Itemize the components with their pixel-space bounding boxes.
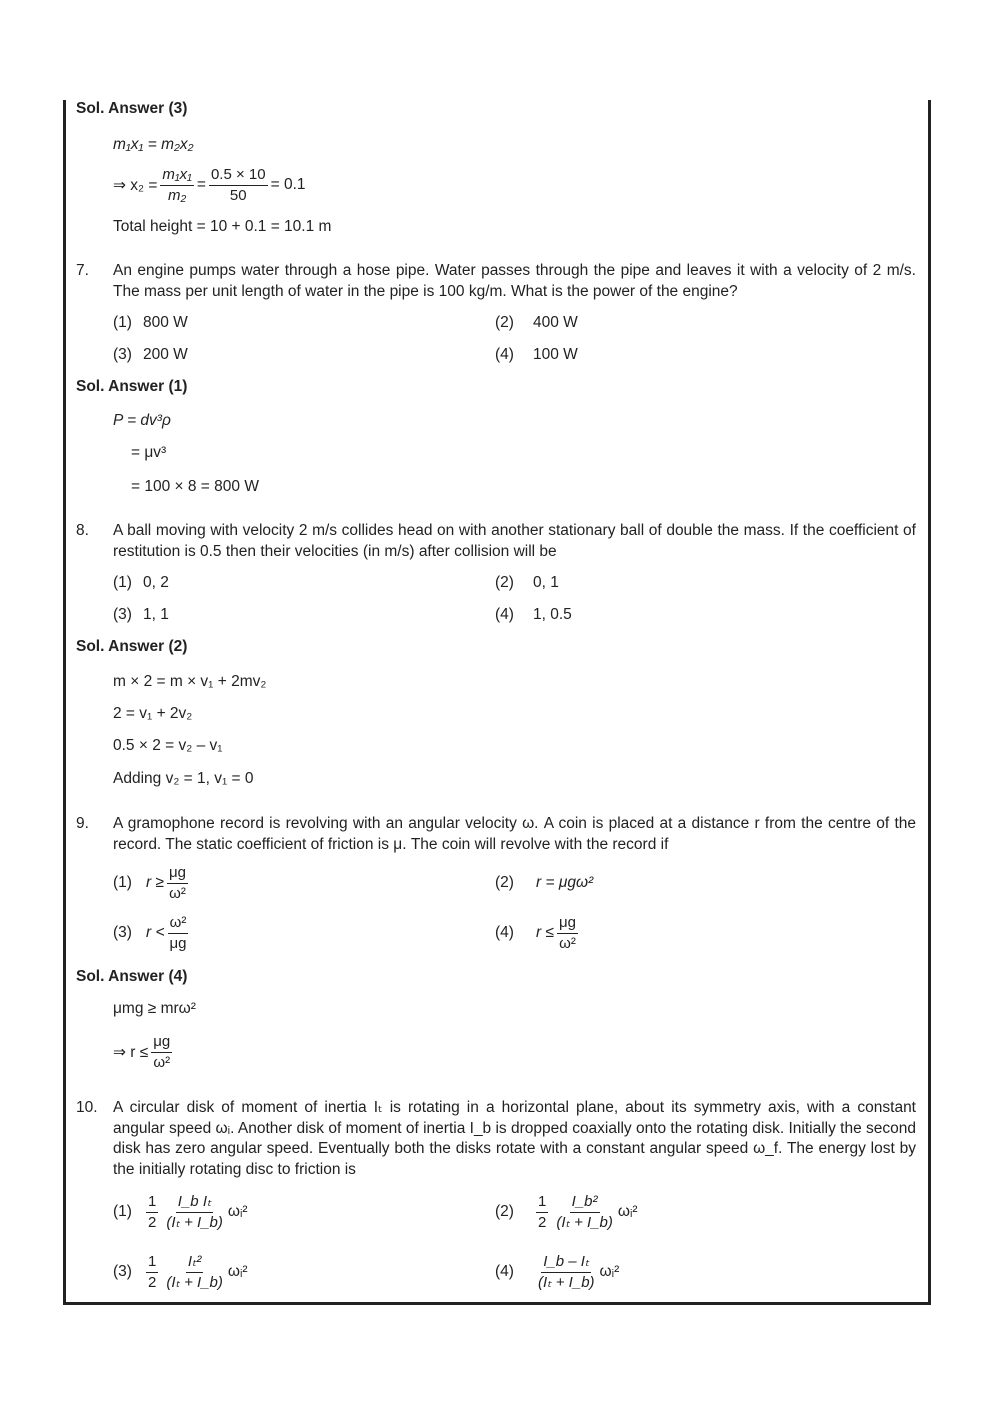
question-text: An engine pumps water through a hose pipe. Water passes through the pipe and leaves it with a velocity of 2 m/s. The mass per unit length of water in the pipe is 100 kg/m. What is the power of the engine?: [113, 262, 916, 300]
question-text: A circular disk of moment of inertia Iₜ is rotating in a horizontal plane, about its symmetry axis, with a constant angular speed ωᵢ. Another disk of moment of inertia I_b is dropped coaxially onto the rotating disk. Initially the second disk has zero angular speed. Eventually both the disks rotate with a constant angular speed ω_f. The energy lost by the initially rotating disc to friction is: [113, 1099, 916, 1178]
option-value: [146, 912, 192, 954]
fraction: [160, 165, 193, 206]
numerator: m₁x₁: [160, 165, 193, 186]
option-value: [143, 1251, 248, 1293]
solution-heading: Sol. Answer (1): [76, 378, 188, 395]
option-label: (4): [495, 924, 514, 941]
equation: P = dv³ρ: [113, 412, 171, 429]
solution-heading: Sol. Answer (4): [76, 968, 188, 985]
factor: ωᵢ²: [599, 1263, 620, 1280]
solution-heading: Sol. Answer (3): [76, 100, 188, 117]
numerator: I_b Iₜ: [176, 1192, 214, 1213]
option-value: 0, 2: [143, 574, 169, 591]
denominator: (Iₜ + I_b): [556, 1213, 613, 1231]
option-label: (3): [113, 924, 132, 941]
option-label: (3): [113, 1263, 132, 1280]
fraction: [554, 1192, 615, 1233]
equals: =: [196, 176, 206, 193]
option-label: (1): [113, 314, 132, 331]
fraction: [164, 1192, 225, 1233]
option-value: 400 W: [533, 314, 578, 331]
frame-right-border: [928, 100, 931, 1305]
option-label: (4): [495, 1263, 514, 1280]
denominator: m₂: [168, 186, 187, 204]
fraction: [151, 1032, 172, 1073]
numerator: ω²: [168, 913, 189, 934]
option-label: (2): [495, 874, 514, 891]
denominator: (Iₜ + I_b): [166, 1213, 223, 1231]
option-value: [536, 912, 581, 954]
option-value: [146, 862, 191, 904]
fraction: [164, 1252, 225, 1293]
denominator: ω²: [153, 1053, 171, 1071]
option-value: 1, 1: [143, 606, 169, 623]
factor: ωᵢ²: [227, 1263, 248, 1280]
denominator: ω²: [169, 884, 186, 902]
lhs: r ≤: [536, 924, 554, 941]
equation: Total height = 10 + 0.1 = 10.1 m: [113, 218, 332, 235]
numerator: 1: [536, 1192, 548, 1213]
equation-fraction-line: [113, 1031, 175, 1073]
factor: ωᵢ²: [617, 1203, 638, 1220]
denominator: (Iₜ + I_b): [166, 1273, 223, 1291]
fraction: [209, 165, 268, 206]
fraction-half: [146, 1192, 158, 1233]
question-text: A gramophone record is revolving with an angular velocity ω. A coin is placed at a distance r from the centre of the record. The static coefficient of friction is μ. The coin will revolve with the record if: [113, 815, 916, 853]
denominator: ω²: [559, 934, 576, 952]
lhs: ⇒ r ≤: [113, 1043, 149, 1061]
denominator: 2: [148, 1213, 157, 1231]
denominator: 50: [229, 186, 247, 204]
frame-left-border: [63, 100, 66, 1305]
option-value: [143, 1191, 248, 1233]
option-label: (2): [495, 314, 514, 331]
option-value: 800 W: [143, 314, 188, 331]
equation-lhs: ⇒ x₂ =: [113, 176, 158, 194]
solution-heading: Sol. Answer (2): [76, 638, 188, 655]
numerator: I_b – Iₜ: [541, 1252, 591, 1273]
denominator: (Iₜ + I_b): [538, 1273, 595, 1291]
denominator: μg: [169, 934, 187, 952]
question-number: 9.: [76, 815, 89, 832]
denominator: 2: [538, 1213, 547, 1231]
numerator: 0.5 × 10: [209, 165, 268, 186]
option-label: (4): [495, 606, 514, 623]
result: = 0.1: [270, 176, 306, 193]
option-value: 0, 1: [533, 574, 559, 591]
equation: m × 2 = m × v₁ + 2mv₂: [113, 673, 267, 690]
option-label: (3): [113, 346, 132, 363]
fraction: [557, 913, 578, 954]
question-number: 8.: [76, 522, 89, 539]
option-label: (4): [495, 346, 514, 363]
equation-fraction-line: [113, 164, 306, 206]
numerator: μg: [557, 913, 578, 934]
fraction: [168, 913, 189, 954]
factor: ωᵢ²: [227, 1203, 248, 1220]
question-number: 7.: [76, 262, 89, 279]
numerator: μg: [167, 863, 188, 884]
denominator: 2: [148, 1273, 157, 1291]
question-text: A ball moving with velocity 2 m/s collides head on with another stationary ball of double the mass. If the coefficient of restitution is 0.5 then their velocities (in m/s) after collision will be: [113, 522, 916, 560]
option-label: (3): [113, 606, 132, 623]
equation: = μv³: [131, 444, 167, 461]
fraction: [167, 863, 188, 904]
option-value: [533, 1191, 638, 1233]
fraction-half: [146, 1252, 158, 1293]
option-value: 100 W: [533, 346, 578, 363]
equation: m₁x₁ = m₂x₂: [113, 136, 194, 153]
question-number: 10.: [76, 1099, 98, 1116]
numerator: μg: [151, 1032, 172, 1053]
lhs: r <: [146, 924, 165, 941]
fraction: [536, 1252, 597, 1293]
option-value: 1, 0.5: [533, 606, 572, 623]
equation: μmg ≥ mrω²: [113, 1000, 196, 1017]
equation: = 100 × 8 = 800 W: [131, 478, 259, 495]
option-value: [533, 1251, 619, 1293]
option-label: (2): [495, 1203, 514, 1220]
option-value: 200 W: [143, 346, 188, 363]
numerator: 1: [146, 1192, 158, 1213]
numerator: I_b²: [570, 1192, 600, 1213]
numerator: Iₜ²: [186, 1252, 204, 1273]
equation: 2 = v₁ + 2v₂: [113, 705, 193, 722]
option-value: r = μgω²: [536, 874, 594, 891]
option-label: (1): [113, 574, 132, 591]
fraction-half: [536, 1192, 548, 1233]
equation: Adding v₂ = 1, v₁ = 0: [113, 770, 254, 787]
option-label: (1): [113, 1203, 132, 1220]
equation: 0.5 × 2 = v₂ – v₁: [113, 737, 223, 754]
option-label: (1): [113, 874, 132, 891]
frame-bottom-border: [63, 1302, 931, 1305]
lhs: r ≥: [146, 874, 164, 891]
numerator: 1: [146, 1252, 158, 1273]
option-label: (2): [495, 574, 514, 591]
